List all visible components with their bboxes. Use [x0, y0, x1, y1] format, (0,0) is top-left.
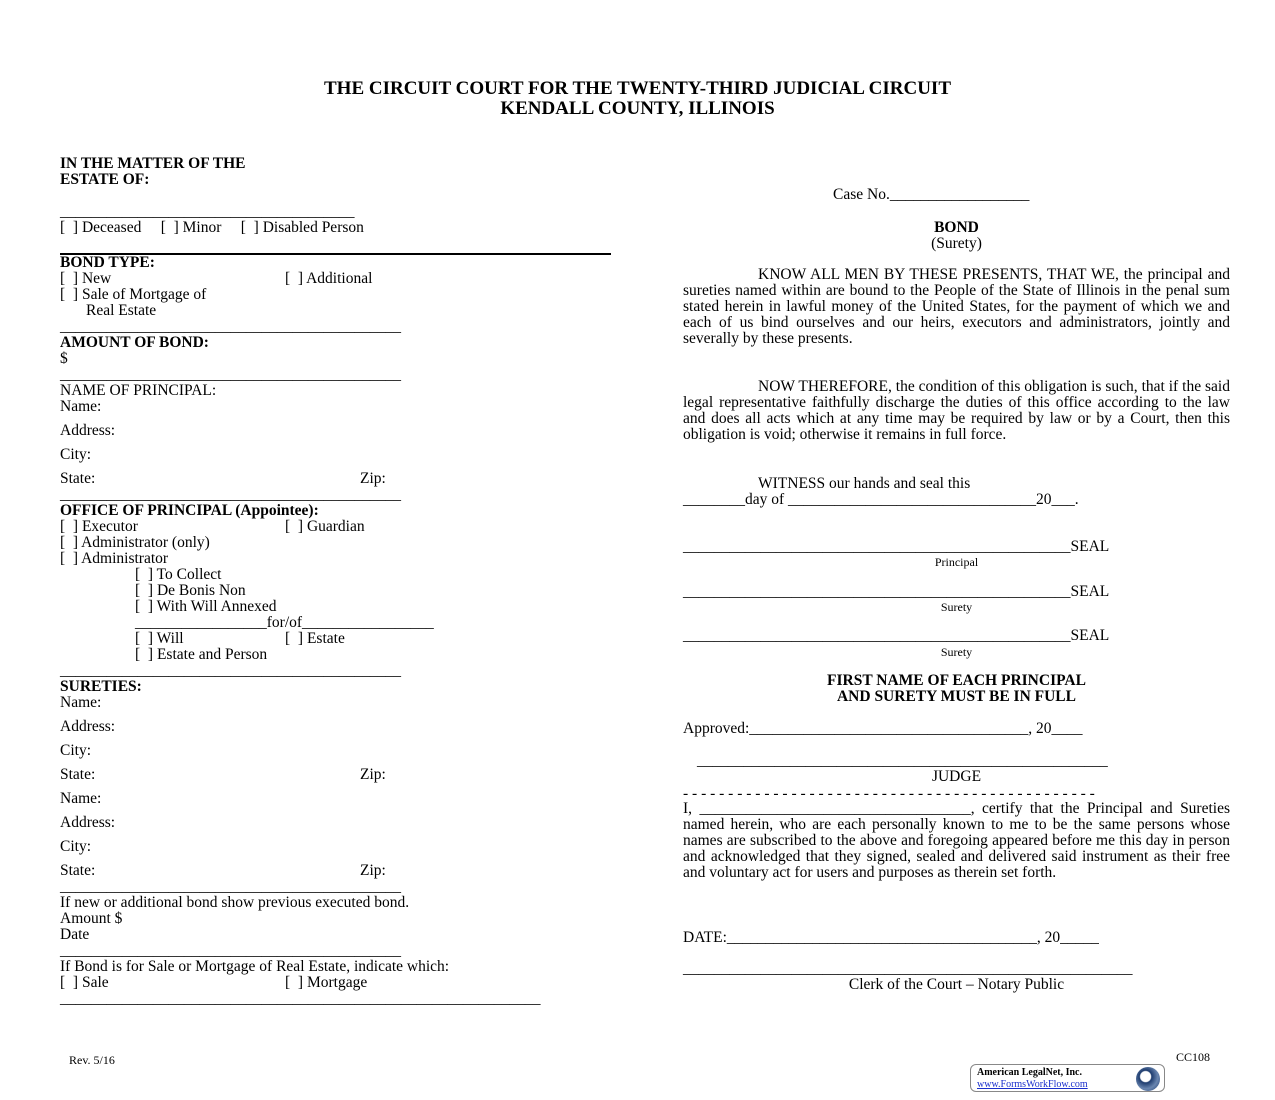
county-title: KENDALL COUNTY, ILLINOIS: [500, 98, 775, 119]
admin-only-checkbox[interactable]: [ ] Administrator (only): [60, 534, 210, 551]
principal-label: Principal: [934, 555, 979, 569]
new-checkbox[interactable]: [ ] New: [60, 270, 112, 287]
previous-date-field[interactable]: Date: [60, 926, 90, 943]
blank-line: ____________________________________________: [60, 486, 401, 503]
blank-line: ____________________________________________: [60, 662, 401, 679]
principal-city-field[interactable]: City:: [60, 446, 92, 463]
blank-line: ____________________________________________: [60, 942, 401, 959]
clerk-signature-line[interactable]: __________________________________________________________: [683, 960, 1133, 977]
previous-amount-field[interactable]: Amount $: [60, 910, 123, 927]
estate-person-checkbox[interactable]: [ ] Estate and Person: [135, 646, 268, 663]
logo-link[interactable]: www.FormsWorkFlow.com: [977, 1079, 1088, 1090]
blank-line: ____________________________________________: [60, 318, 401, 335]
previous-bond-note: If new or additional bond show previous executed bond.: [60, 894, 410, 911]
surety2-label: Surety: [940, 645, 973, 659]
surety2-city-field[interactable]: City:: [60, 838, 92, 855]
bond-subtitle: (Surety): [931, 235, 982, 252]
amount-field[interactable]: $: [60, 350, 68, 367]
principal-name-field[interactable]: Name:: [60, 398, 102, 415]
condition-text: NOW THEREFORE, the condition of this obligation is such, that if the said legal representative faithfully discharge the duties of this office according to the law and does all acts which at any time may be required by law or by a Court, then this obligation is void; otherwise it remains in full force.: [683, 378, 1230, 443]
certification-text: I, ___________________________________, certify that the Principal and Sureties named herein, who are each personally known to me to be the same persons whose names are subscribed to the above and foregoing appeared before me this day in person and acknowledged that they signed, sealed and delivered said instrument as their free and voluntary act for users and purposes as therein set forth.: [683, 800, 1230, 881]
estate-checkbox[interactable]: [ ] Estate: [285, 630, 345, 647]
principal-state-field[interactable]: State:: [60, 470, 96, 487]
sale-checkbox[interactable]: [ ] Sale: [60, 974, 109, 991]
witness-text: WITNESS our hands and seal this: [758, 475, 971, 492]
principal-address-field[interactable]: Address:: [60, 422, 116, 439]
to-collect-checkbox[interactable]: [ ] To Collect: [135, 566, 222, 583]
surety1-state-field[interactable]: State:: [60, 766, 96, 783]
revision-label: Rev. 5/16: [69, 1053, 115, 1067]
surety2-zip-field[interactable]: Zip:: [360, 862, 386, 879]
surety2-name-field[interactable]: Name:: [60, 790, 102, 807]
surety1-address-field[interactable]: Address:: [60, 718, 116, 735]
clerk-label: Clerk of the Court – Notary Public: [848, 976, 1065, 993]
office-heading: OFFICE OF PRINCIPAL (Appointee):: [60, 502, 319, 519]
full-name-notice-1: FIRST NAME OF EACH PRINCIPAL: [827, 672, 1086, 689]
principal-zip-field[interactable]: Zip:: [360, 470, 386, 487]
matter-label: IN THE MATTER OF THE: [60, 155, 246, 172]
obligation-paragraph: [683, 267, 1230, 347]
surety1-label: Surety: [940, 600, 973, 614]
estate-label: ESTATE OF:: [60, 171, 150, 188]
legalnet-logo: [970, 1064, 1165, 1092]
will-annexed-checkbox[interactable]: [ ] With Will Annexed: [135, 598, 277, 615]
witness-date-field[interactable]: ________day of ________________________________20___.: [683, 491, 1079, 508]
surety1-city-field[interactable]: City:: [60, 742, 92, 759]
surety1-name-field[interactable]: Name:: [60, 694, 102, 711]
dashed-divider: - - - - - - - - - - - - - - - - - - - - - - - - - - - - - - - - - - - - - - - - - - - - - -: [683, 785, 1095, 802]
will-checkbox[interactable]: [ ] Will: [135, 630, 184, 647]
judge-label: JUDGE: [931, 768, 982, 785]
real-estate-label: Real Estate: [86, 302, 157, 319]
guardian-checkbox[interactable]: [ ] Guardian: [285, 518, 365, 535]
form-number: CC108: [1176, 1050, 1211, 1064]
administrator-checkbox[interactable]: [ ] Administrator: [60, 550, 169, 567]
condition-paragraph: [683, 379, 1230, 443]
blank-line: ____________________________________________: [60, 366, 401, 383]
surety2-state-field[interactable]: State:: [60, 862, 96, 879]
surety2-signature-line[interactable]: __________________________________________________SEAL: [683, 627, 1110, 644]
judge-signature-line[interactable]: _____________________________________________________: [697, 752, 1108, 769]
full-name-notice-2: AND SURETY MUST BE IN FULL: [836, 688, 1076, 705]
blank-line: ______________________________________________________________: [60, 990, 541, 1007]
sureties-heading: SURETIES:: [60, 678, 142, 695]
for-of-field[interactable]: _________________for/of_________________: [135, 614, 434, 631]
amount-heading: AMOUNT OF BOND:: [60, 334, 209, 351]
surety2-address-field[interactable]: Address:: [60, 814, 116, 831]
sale-mortgage-note: If Bond is for Sale or Mortgage of Real Estate, indicate which:: [60, 958, 450, 975]
status-checkboxes[interactable]: [ ] Deceased [ ] Minor [ ] Disabled Person: [60, 219, 364, 236]
sale-mortgage-checkbox[interactable]: [ ] Sale of Mortgage of: [60, 286, 207, 303]
de-bonis-checkbox[interactable]: [ ] De Bonis Non: [135, 582, 246, 599]
principal-heading: NAME OF PRINCIPAL:: [60, 382, 217, 399]
executor-checkbox[interactable]: [ ] Executor: [60, 518, 138, 535]
bond-title: BOND: [934, 219, 979, 236]
surety1-zip-field[interactable]: Zip:: [360, 766, 386, 783]
case-number-field[interactable]: Case No.__________________: [833, 186, 1030, 203]
bond-type-heading: BOND TYPE:: [60, 254, 155, 271]
obligation-text: KNOW ALL MEN BY THESE PRESENTS, THAT WE, the principal and sureties named within are bound to the People of the State of Illinois in the penal sum stated herein in lawful money of the United States, for the payment of which we and each of us bind ourselves and our heirs, executors and administrators, jointly and severally by these presents.: [683, 266, 1230, 347]
surety1-signature-line[interactable]: __________________________________________________SEAL: [683, 583, 1110, 600]
date-field[interactable]: DATE:________________________________________, 20_____: [683, 929, 1099, 946]
globe-icon: [1136, 1067, 1160, 1091]
blank-line: ____________________________________________: [60, 878, 401, 895]
mortgage-checkbox[interactable]: [ ] Mortgage: [285, 974, 368, 991]
principal-signature-line[interactable]: __________________________________________________SEAL: [683, 538, 1110, 555]
court-title: THE CIRCUIT COURT FOR THE TWENTY-THIRD JUDICIAL CIRCUIT: [324, 78, 951, 99]
logo-company: American LegalNet, Inc.: [977, 1067, 1082, 1078]
certification-paragraph: [683, 801, 1230, 881]
estate-name-field[interactable]: ______________________________________: [60, 203, 355, 220]
additional-checkbox[interactable]: [ ] Additional: [285, 270, 373, 287]
approved-field[interactable]: Approved:____________________________________, 20____: [683, 720, 1083, 737]
